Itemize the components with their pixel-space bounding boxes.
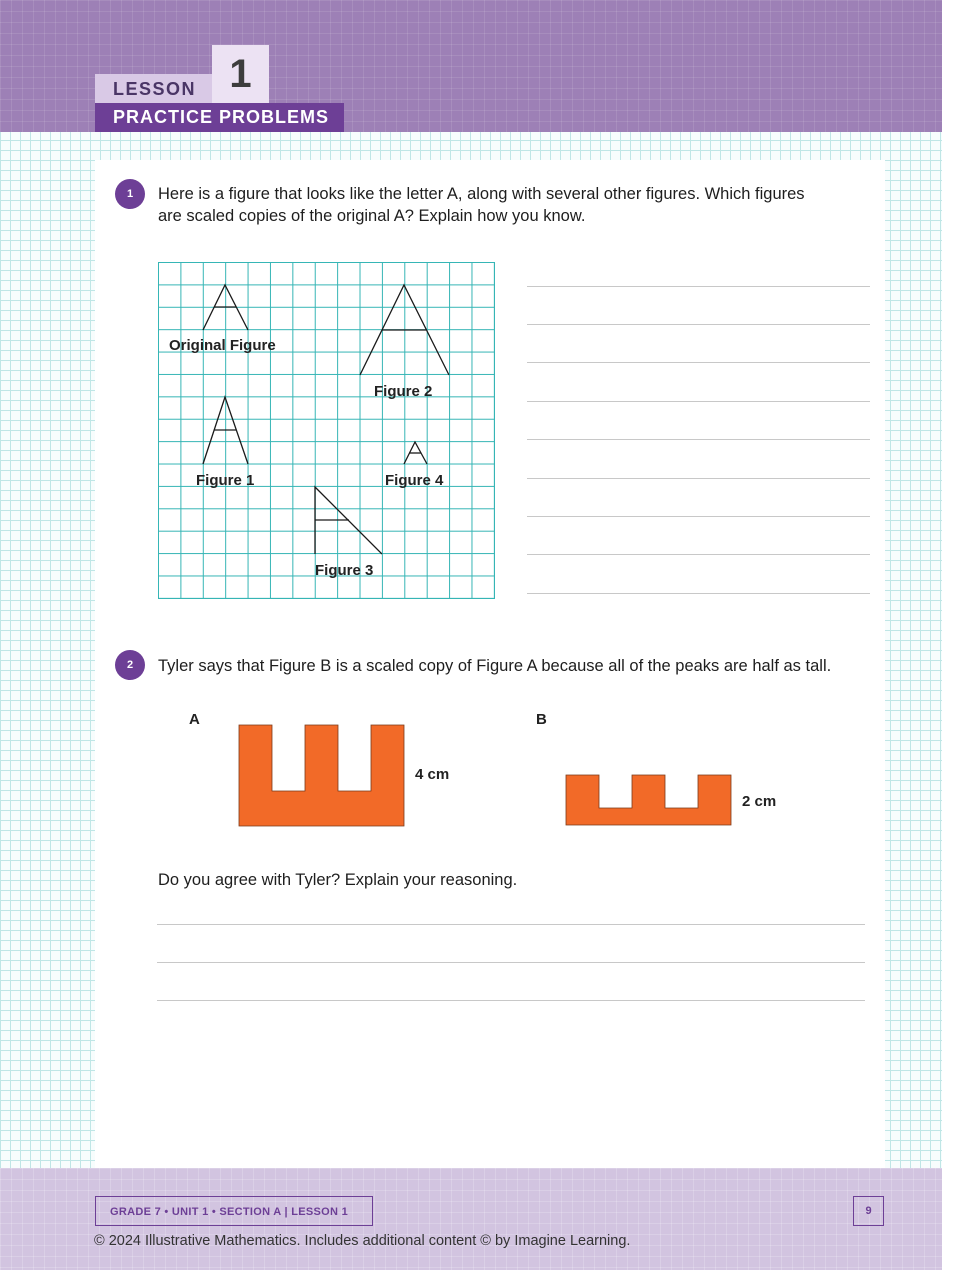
shape-a	[238, 724, 406, 828]
section-title: PRACTICE PROBLEMS	[95, 103, 344, 132]
figure-3-label: Figure 3	[315, 562, 374, 579]
answer-line[interactable]	[527, 362, 870, 363]
shape-a-label: A	[189, 711, 200, 728]
problem-1-text-line2: are scaled copies of the original A? Explain how you know.	[158, 207, 586, 225]
answer-line[interactable]	[157, 1000, 865, 1001]
answer-line[interactable]	[527, 516, 870, 517]
figure-3-shape	[315, 487, 382, 554]
shape-b-label: B	[536, 711, 547, 728]
letter-figures	[158, 262, 495, 599]
original-figure-label: Original Figure	[169, 337, 276, 354]
problem-2-badge: 2	[115, 650, 145, 680]
figure-4-shape	[404, 442, 427, 464]
answer-line[interactable]	[527, 554, 870, 555]
problem-2-question: Do you agree with Tyler? Explain your reasoning.	[158, 871, 518, 889]
page-number: 9	[853, 1196, 884, 1226]
answer-line[interactable]	[527, 478, 870, 479]
shape-b	[565, 774, 733, 828]
figure-4-label: Figure 4	[385, 472, 444, 489]
answer-line[interactable]	[527, 286, 870, 287]
figure-1-label: Figure 1	[196, 472, 255, 489]
answer-line[interactable]	[527, 324, 870, 325]
shape-a-height-label: 4 cm	[415, 766, 450, 783]
figure-1-shape	[203, 397, 248, 464]
problem-1-badge: 1	[115, 179, 145, 209]
problem-1-text-line1: Here is a figure that looks like the letter A, along with several other figures. Which figures	[158, 185, 805, 203]
figure-2-label: Figure 2	[374, 383, 433, 400]
figure-2-shape	[360, 285, 449, 375]
problem-2-text: Tyler says that Figure B is a scaled copy of Figure A because all of the peaks are half as tall.	[158, 657, 832, 675]
lesson-number: 1	[212, 45, 269, 103]
original-figure-shape	[203, 285, 248, 330]
answer-line[interactable]	[157, 962, 865, 963]
lesson-label: LESSON	[95, 74, 213, 103]
answer-line[interactable]	[527, 593, 870, 594]
course-info: GRADE 7 • UNIT 1 • SECTION A | LESSON 1	[95, 1196, 373, 1226]
shape-b-height-label: 2 cm	[742, 793, 777, 810]
copyright-notice: © 2024 Illustrative Mathematics. Includes additional content © by Imagine Learning.	[94, 1233, 631, 1249]
answer-line[interactable]	[527, 439, 870, 440]
answer-line[interactable]	[157, 924, 865, 925]
answer-line[interactable]	[527, 401, 870, 402]
